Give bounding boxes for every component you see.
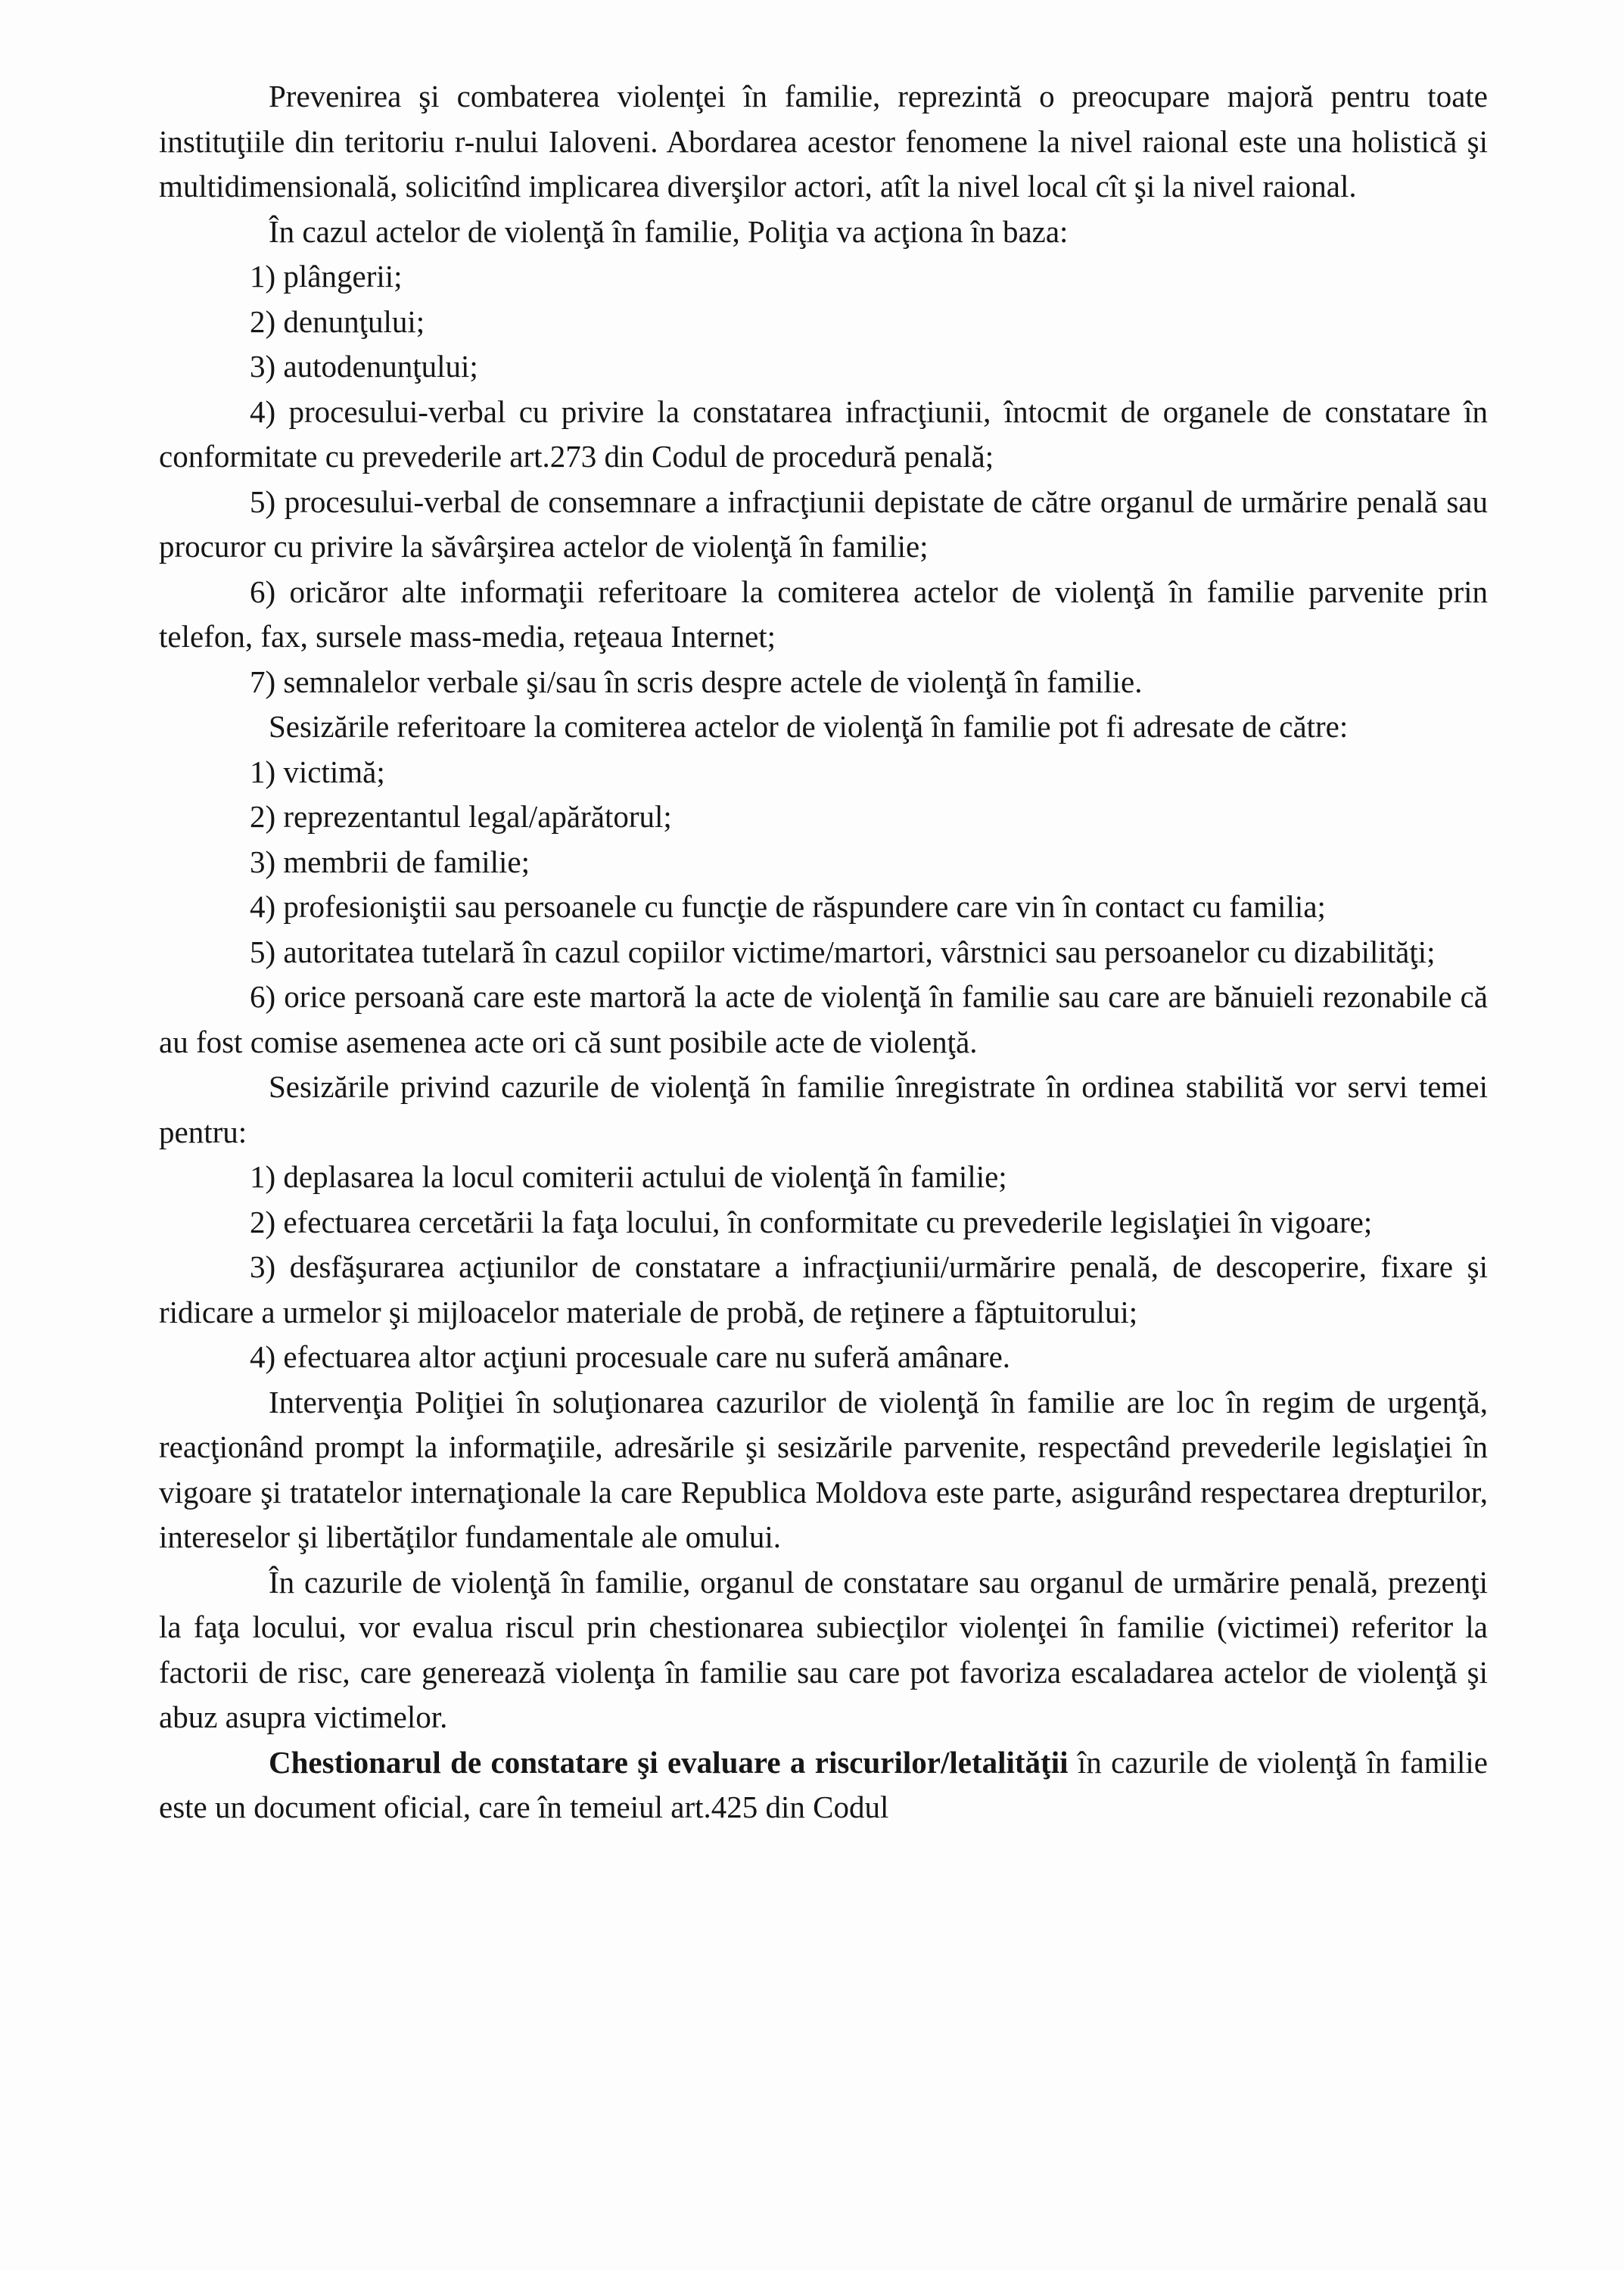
questionnaire-title: Chestionarul de constatare şi evaluare a riscurilor/letalităţii	[269, 1744, 1069, 1780]
list-item: 4) procesului-verbal cu privire la constatarea infracţiunii, întocmit de organele de constatare în conformitate cu prevederile art.273 din Codul de procedură penală;	[159, 393, 1488, 474]
police-basis-heading: În cazul actelor de violenţă în familie, Poliţia va acţiona în baza:	[269, 213, 1069, 249]
list-item: 5) procesului-verbal de consemnare a infracţiunii depistate de către organul de urmărire penală sau procuror cu privire la săvârşirea actelor de violenţă în familie;	[159, 484, 1488, 564]
list-item: 7) semnalelor verbale şi/sau în scris despre actele de violenţă în familie.	[250, 664, 1143, 699]
list-item: 3) autodenunţului;	[250, 349, 478, 384]
list-item: 6) oricăror alte informaţii referitoare la comiterea actelor de violenţă în familie parvenite prin telefon, fax, sursele mass-media, reţeaua Internet;	[159, 574, 1488, 654]
document-page	[159, 74, 1488, 1830]
list-item: 3) membrii de familie;	[250, 844, 530, 879]
grounds-heading: Sesizările privind cazurile de violenţă în familie înregistrate în ordinea stabilită vor servi temei pentru:	[159, 1069, 1488, 1149]
intervention-paragraph: Intervenţia Poliţiei în soluţionarea cazurilor de violenţă în familie are loc în regim de urgenţă, reacţionând prompt la informaţiile, adresările şi sesizările parvenite, respectând prevederile legislaţiei în vigoare şi tratatelor internaţionale la care Republica Moldova este parte, asigurând respectarea drepturilor, intereselor şi libertăţilor fundamentale ale omului.	[159, 1384, 1488, 1554]
list-item: 5) autoritatea tutelară în cazul copiilor victime/martori, vârstnici sau persoanelor cu dizabilităţi;	[250, 934, 1436, 969]
list-item: 2) reprezentantul legal/apărătorul;	[250, 799, 672, 834]
list-item: 2) efectuarea cercetării la faţa locului, în conformitate cu prevederile legislaţiei în vigoare;	[250, 1204, 1373, 1239]
list-item: 6) orice persoană care este martoră la acte de violenţă în familie sau care are bănuieli rezonabile că au fost comise asemenea acte ori că sunt posibile acte de violenţă.	[159, 979, 1488, 1059]
list-item: 4) efectuarea altor acţiuni procesuale care nu suferă amânare.	[250, 1339, 1011, 1374]
list-item: 2) denunţului;	[250, 303, 425, 339]
intro-paragraph: Prevenirea şi combaterea violenţei în familie, reprezintă o preocupare majoră pentru toate instituţiile din teritoriu r-nului Ialoveni. Abordarea acestor fenomene la nivel raional este una holistică şi multidimensională, solicitînd implicarea diverşilor actori, atît la nivel local cît şi la nivel raional.	[159, 79, 1488, 204]
risk-evaluation-paragraph: În cazurile de violenţă în familie, organul de constatare sau organul de urmărire penală, prezenţi la faţa locului, vor evalua riscul prin chestionarea subiecţilor violenţei în familie (victimei) referitor la factorii de risc, care generează violenţa în familie sau care pot favoriza escaladarea actelor de violenţă şi abuz asupra victimelor.	[159, 1564, 1488, 1734]
referrals-heading: Sesizările referitoare la comiterea actelor de violenţă în familie pot fi adresate de către:	[269, 709, 1349, 744]
list-item: 1) plângerii;	[250, 259, 403, 294]
list-item: 4) profesioniştii sau persoanele cu funcţie de răspundere care vin în contact cu familia;	[250, 889, 1326, 924]
list-item: 1) deplasarea la locul comiterii actului de violenţă în familie;	[250, 1159, 1007, 1194]
questionnaire-text: în cazurile de violenţă în familie este un document oficial, care în temeiul art.425 din Codul	[159, 1744, 1489, 1824]
list-item: 1) victimă;	[250, 754, 385, 789]
list-item: 3) desfăşurarea acţiunilor de constatare a infracţiunii/urmărire penală, de descoperire, fixare şi ridicare a urmelor şi mijloacelor materiale de probă, de reţinere a făptuitorului;	[159, 1249, 1488, 1329]
questionnaire-paragraph	[159, 1740, 1488, 1830]
